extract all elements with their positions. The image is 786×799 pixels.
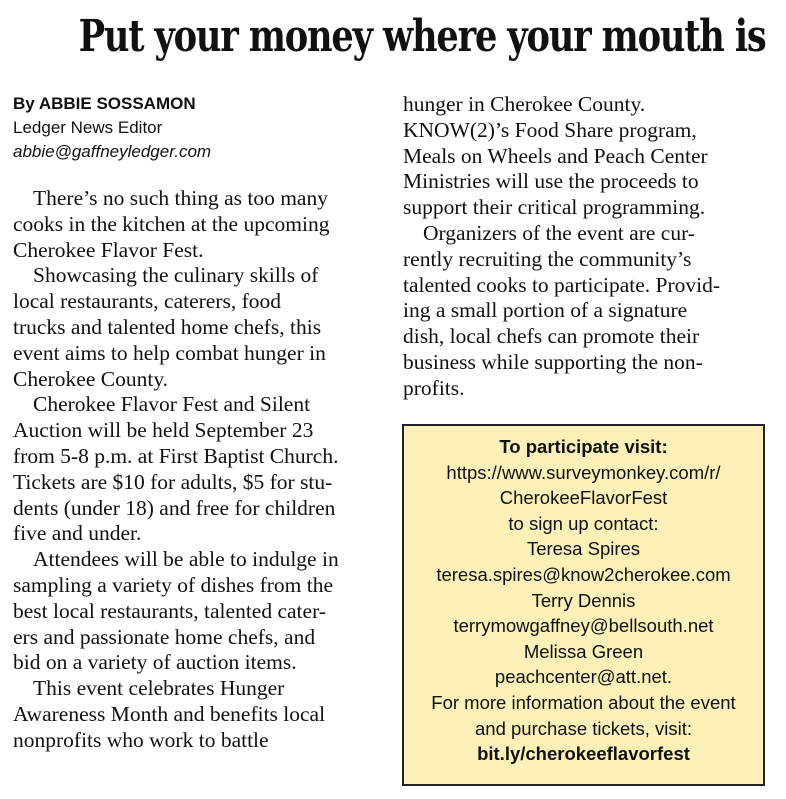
paragraph-intro bbox=[13, 186, 378, 263]
contact-email[interactable]: teresa.spires@know2cherokee.com bbox=[436, 563, 731, 585]
text-line: Cherokee County. bbox=[13, 366, 169, 391]
text-line: dish, local chefs can promote their bbox=[403, 324, 700, 349]
text-line: There’s no such thing as too many bbox=[33, 186, 328, 210]
text-line: local restaurants, caterers, food bbox=[13, 289, 282, 314]
text-line: Organizers of the event are cur- bbox=[423, 220, 695, 245]
text-line: Cherokee Flavor Fest. bbox=[13, 237, 204, 262]
paragraph-attendees bbox=[13, 547, 378, 676]
text-line: This event celebrates Hunger bbox=[33, 676, 285, 701]
text-line: talented cooks to participate. Provid- bbox=[403, 272, 721, 297]
signup-url[interactable]: https://www.surveymonkey.com/r/ bbox=[446, 461, 721, 483]
text-line: Showcasing the culinary skills of bbox=[33, 263, 319, 288]
right-column bbox=[403, 92, 775, 402]
byline-title: Ledger News Editor bbox=[13, 118, 163, 137]
text-line: trucks and talented home chefs, this bbox=[13, 314, 322, 339]
paragraph-organizers bbox=[403, 221, 775, 402]
contact-name: Melissa Green bbox=[523, 640, 644, 662]
paragraph-event-details bbox=[13, 392, 378, 547]
text-line: event aims to help combat hunger in bbox=[13, 340, 326, 365]
signup-url-continued[interactable]: CherokeeFlavorFest bbox=[499, 487, 668, 509]
text-line: dents (under 18) and free for children bbox=[13, 495, 336, 520]
text-line: nonprofits who work to battle bbox=[13, 727, 269, 752]
participate-info-box bbox=[402, 424, 765, 786]
text-line: KNOW(2)’s Food Share program, bbox=[403, 117, 697, 142]
text-line: five and under. bbox=[13, 521, 142, 546]
contact-name: Teresa Spires bbox=[526, 538, 641, 560]
infobox-heading: To participate visit: bbox=[499, 436, 668, 457]
text-line: support their critical programming. bbox=[403, 195, 706, 220]
text-line: Auction will be held September 23 bbox=[13, 418, 314, 443]
text-line: ers and passionate home chefs, and bbox=[13, 624, 316, 649]
paragraph-celebrates-continued bbox=[403, 92, 775, 221]
byline-author: By ABBIE SOSSAMON bbox=[13, 94, 196, 113]
text-line: from 5-8 p.m. at First Baptist Church. bbox=[13, 443, 339, 468]
text-line: Meals on Wheels and Peach Center bbox=[403, 143, 708, 168]
text-line: ing a small portion of a signature bbox=[403, 298, 688, 323]
text-line: rently recruiting the community’s bbox=[403, 246, 692, 271]
tickets-link[interactable]: bit.ly/cherokeeflavorfest bbox=[477, 743, 690, 765]
contact-name: Terry Dennis bbox=[531, 589, 636, 611]
text-line: best local restaurants, talented cater- bbox=[13, 598, 326, 623]
signup-contact-text: to sign up contact: bbox=[508, 512, 659, 534]
text-line: hunger in Cherokee County. bbox=[403, 92, 646, 116]
text-line: bid on a variety of auction items. bbox=[13, 650, 297, 675]
text-line: Cherokee Flavor Fest and Silent bbox=[33, 392, 311, 417]
more-info-text: and purchase tickets, visit: bbox=[475, 717, 692, 739]
paragraph-celebrates bbox=[13, 676, 378, 753]
text-line: profits. bbox=[403, 375, 465, 400]
text-line: Attendees will be able to indulge in bbox=[33, 547, 339, 572]
text-line: Awareness Month and benefits local bbox=[13, 701, 326, 726]
contact-email[interactable]: peachcenter@att.net. bbox=[494, 666, 673, 688]
contact-email[interactable]: terrymowgaffney@bellsouth.net bbox=[453, 615, 714, 637]
left-column bbox=[13, 92, 378, 754]
text-line: cooks in the kitchen at the upcoming bbox=[13, 211, 330, 236]
paragraph-showcase bbox=[13, 263, 378, 392]
text-line: Tickets are $10 for adults, $5 for stu- bbox=[13, 469, 333, 494]
text-line: Ministries will use the proceeds to bbox=[403, 169, 699, 194]
headline: Put your money where your mouth is bbox=[78, 11, 766, 62]
byline-email[interactable]: abbie@gaffneyledger.com bbox=[13, 142, 212, 161]
text-line: business while supporting the non- bbox=[403, 349, 703, 374]
text-line: sampling a variety of dishes from the bbox=[13, 572, 334, 597]
more-info-text: For more information about the event bbox=[431, 691, 736, 713]
